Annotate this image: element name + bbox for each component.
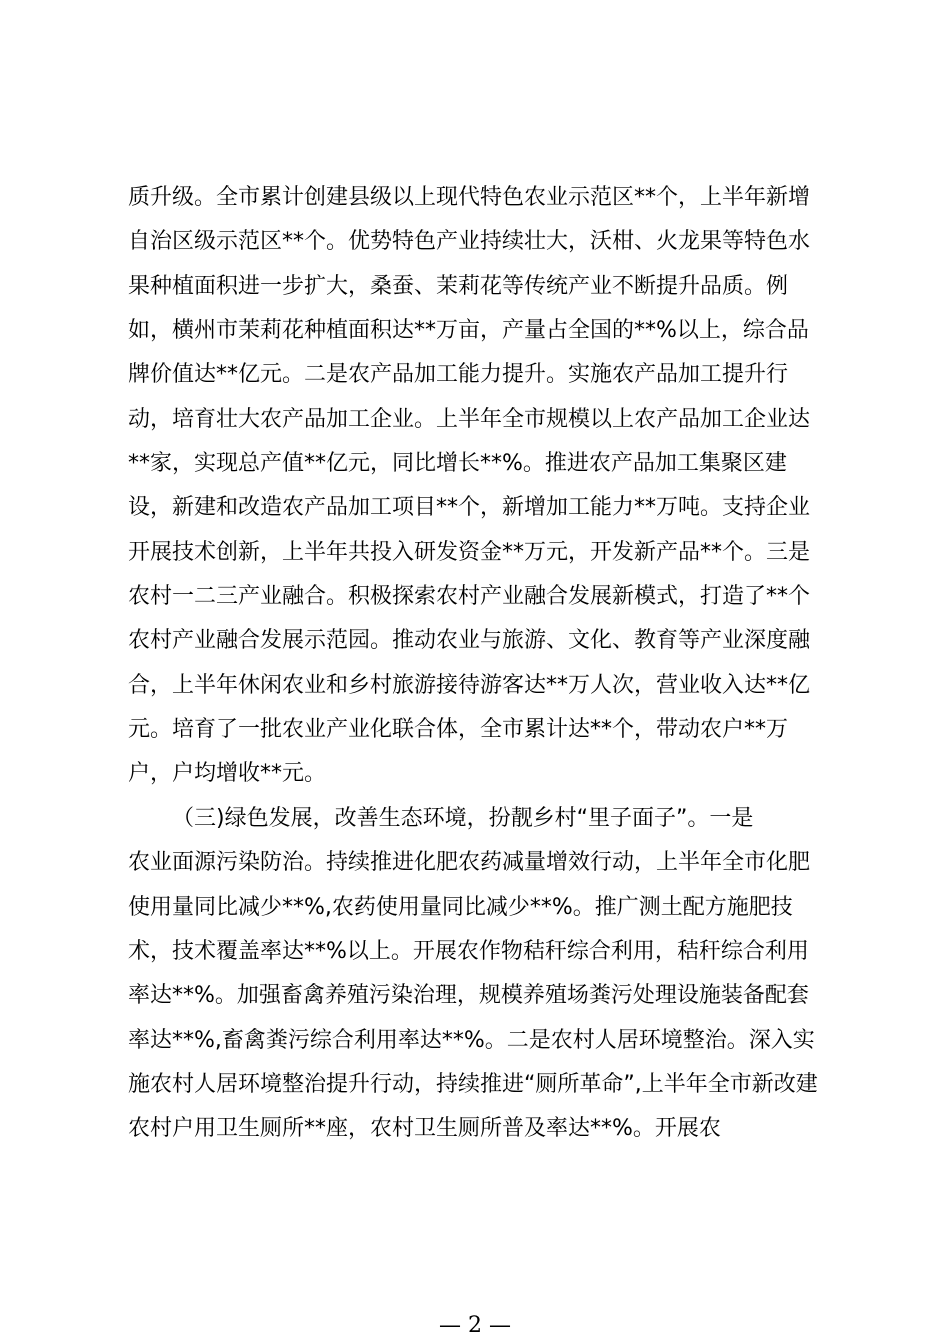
text-line: 农业面源污染防治。持续推进化肥农药减量增效行动，上半年全市化肥 bbox=[128, 850, 811, 876]
text-line: 率达**%,畜禽粪污综合利用率达**%。二是农村人居环境整治。深入实 bbox=[128, 1027, 815, 1053]
text-line: 使用量同比减少**%,农药使用量同比减少**%。推广测土配方施肥技 bbox=[128, 894, 793, 920]
text-line: 如，横州市茉莉花种植面积达**万亩，产量占全国的**%以上，综合品 bbox=[128, 318, 809, 344]
text-line: 施农村人居环境整治提升行动，持续推进“厕所革命”,上半年全市新改建 bbox=[128, 1071, 818, 1097]
text-line: 农村一二三产业融合。积极探索农村产业融合发展新模式，打造了**个 bbox=[128, 584, 811, 610]
text-line: 户，户均增收**元。 bbox=[128, 761, 327, 787]
text-line: 自治区级示范区**个。优势特色产业持续壮大，沃柑、火龙果等特色水 bbox=[128, 229, 811, 255]
text-line: 开展技术创新，上半年共投入研发资金**万元，开发新产品**个。三是 bbox=[128, 539, 811, 565]
text-line: 术，技术覆盖率达**%以上。开展农作物秸秆综合利用，秸秆综合利用 bbox=[128, 938, 809, 964]
text-line: 设，新建和改造农产品加工项目**个，新增加工能力**万吨。支持企业 bbox=[128, 495, 811, 521]
text-line: 农村产业融合发展示范园。推动农业与旅游、文化、教育等产业深度融 bbox=[128, 628, 811, 654]
text-line: **家，实现总产值**亿元，同比增长**%。推进农产品加工集聚区建 bbox=[128, 451, 787, 477]
text-line: 合，上半年休闲农业和乡村旅游接待游客达**万人次，营业收入达**亿 bbox=[128, 672, 811, 698]
text-line: 率达**%。加强畜禽养殖污染治理，规模养殖场粪污处理设施装备配套 bbox=[128, 983, 809, 1009]
section-heading-line: （三)绿色发展，改善生态环境，扮靓乡村“里子面子”。一是 bbox=[172, 805, 754, 831]
text-line: 果种植面积进一步扩大，桑蚕、茉莉花等传统产业不断提升品质。例 bbox=[128, 273, 789, 299]
text-line: 元。培育了一批农业产业化联合体，全市累计达**个，带动农户**万 bbox=[128, 717, 789, 743]
text-line: 质升级。全市累计创建县级以上现代特色农业示范区**个，上半年新增 bbox=[128, 185, 811, 210]
text-line: 农村户用卫生厕所**座，农村卫生厕所普及率达**%。开展农 bbox=[128, 1116, 721, 1142]
text-line: 牌价值达**亿元。二是农产品加工能力提升。实施农产品加工提升行 bbox=[128, 362, 789, 388]
body-text bbox=[128, 176, 832, 1152]
text-line: 动，培育壮大农产品加工企业。上半年全市规模以上农产品加工企业达 bbox=[128, 406, 811, 432]
page-number: — 2 — bbox=[439, 1313, 511, 1338]
